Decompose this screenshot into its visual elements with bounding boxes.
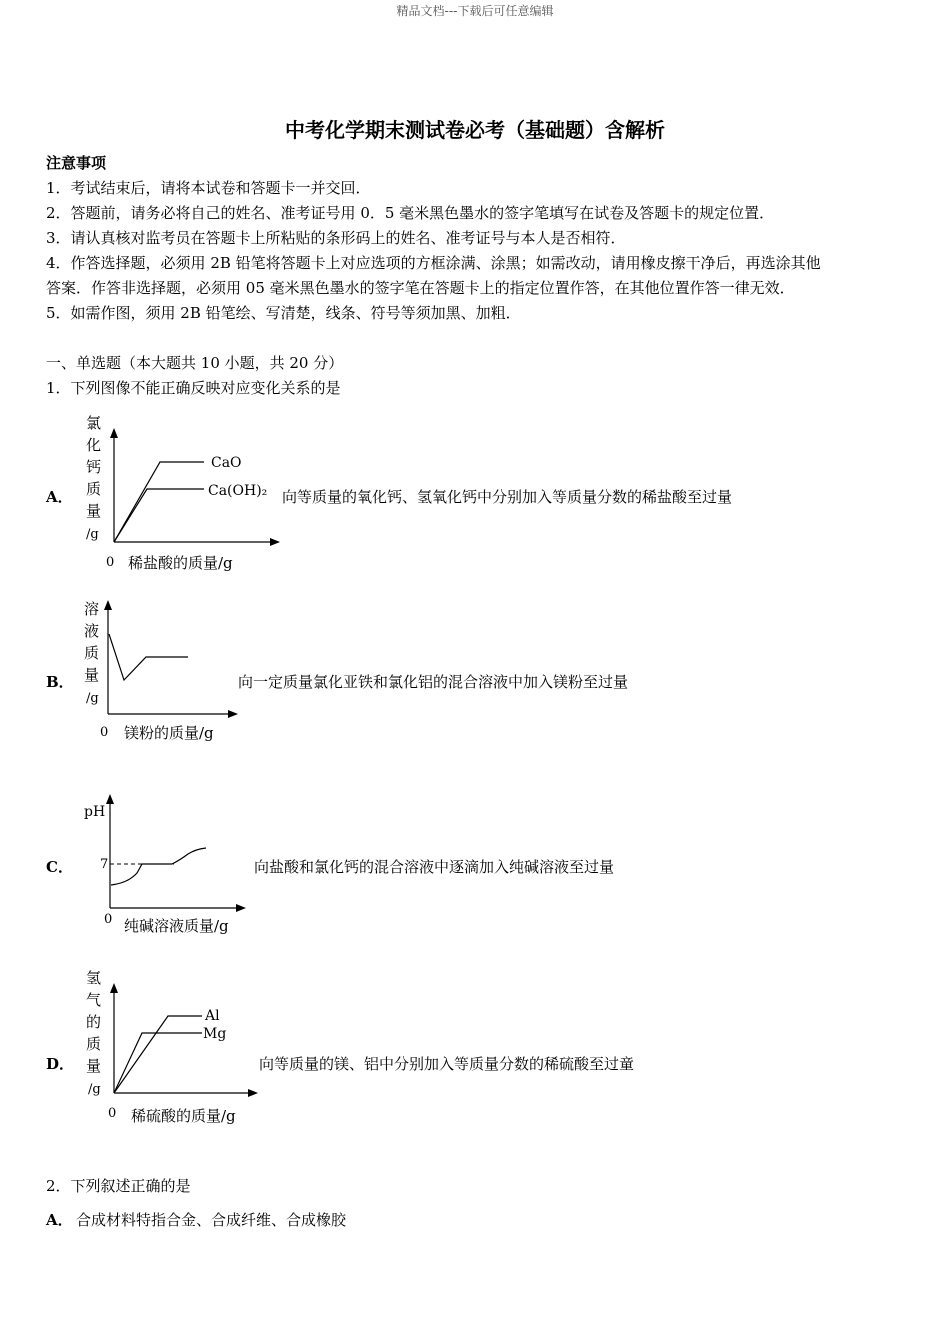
series-line-cao <box>114 462 204 542</box>
y-label-char: 质 <box>84 644 100 662</box>
option-c-text: 向盐酸和氯化钙的混合溶液中逐滴加入纯碱溶液至过量 <box>254 858 615 876</box>
series-label-mg: Mg <box>203 1026 227 1042</box>
y-label-unit: /g <box>86 691 99 706</box>
y-label-char: 溶 <box>84 600 100 618</box>
y-label-char: 氯 <box>86 414 102 432</box>
graph-b <box>80 596 240 746</box>
series-label-cao: CaO <box>211 455 242 471</box>
series-line-caoh2 <box>114 489 204 542</box>
y-axis-arrow <box>110 983 118 993</box>
option-a-text: 向等质量的氧化钙、氢氧化钙中分别加入等质量分数的稀盐酸至过量 <box>282 488 733 506</box>
y-label-ph: pH <box>84 804 106 820</box>
y-label-char: 氢 <box>86 969 102 987</box>
origin-label: 0 <box>106 555 115 570</box>
x-axis-label: 镁粉的质量/g <box>124 724 214 742</box>
x-axis-label: 稀硫酸的质量/g <box>131 1107 236 1125</box>
x-axis-arrow <box>236 904 246 912</box>
y-axis-arrow <box>106 794 114 804</box>
y-axis-arrow <box>110 428 118 438</box>
q2-option-a-letter: A． <box>46 1211 73 1229</box>
y-label-char: 量 <box>86 502 102 520</box>
y-label-char: 气 <box>86 991 102 1009</box>
note-item: 2．答题前，请务必将自己的姓名、准考证号用 0．5 毫米黑色墨水的签字笔填写在试卷及答题卡的规定位置． <box>46 204 775 222</box>
page-header: 精品文档---下载后可任意编辑 <box>396 4 554 18</box>
option-a-letter: A． <box>46 488 73 506</box>
x-axis-arrow <box>270 538 280 546</box>
question-2-stem: 2．下列叙述正确的是 <box>46 1177 191 1195</box>
question-1-stem: 1．下列图像不能正确反映对应变化关系的是 <box>46 379 341 397</box>
origin-label: 0 <box>104 912 113 927</box>
y-tick-7: 7 <box>100 857 109 872</box>
series-line-mg <box>114 1033 202 1093</box>
x-axis-arrow <box>228 710 238 718</box>
y-label-char: 质 <box>86 1035 102 1053</box>
y-label-char: 液 <box>84 622 100 640</box>
note-item: 5．如需作图，须用 2B 铅笔绘、写清楚，线条、符号等须加黑、加粗． <box>46 304 521 322</box>
y-label-char: 钙 <box>86 458 102 476</box>
q2-option-a-text: 合成材料特指合金、合成纤维、合成橡胶 <box>76 1211 347 1229</box>
series-line <box>109 634 188 680</box>
y-label-unit: /g <box>86 527 99 542</box>
y-label-char: 化 <box>86 436 102 454</box>
option-b-letter: B． <box>46 673 74 691</box>
graph-d <box>80 965 260 1135</box>
y-label-char: 质 <box>86 480 102 498</box>
x-axis-label: 纯碱溶液质量/g <box>124 917 229 935</box>
notes-heading: 注意事项 <box>46 154 107 172</box>
x-axis-label: 稀盐酸的质量/g <box>128 554 233 572</box>
note-item: 答案．作答非选择题，必须用 05 毫米黑色墨水的签字笔在答题卡上的指定位置作答，在其他位置作答一律无效． <box>46 279 795 297</box>
y-label-char: 的 <box>86 1013 102 1031</box>
x-axis-arrow <box>248 1089 258 1097</box>
option-d-text: 向等质量的镁、铝中分别加入等质量分数的稀硫酸至过童 <box>259 1055 635 1073</box>
y-label-char: 量 <box>84 666 100 684</box>
note-item: 4．作答选择题，必须用 2B 铅笔将答题卡上对应选项的方框涂满、涂黑；如需改动，请用橡皮擦干净后，再选涂其他 <box>46 254 821 272</box>
series-line <box>111 848 206 885</box>
y-label-unit: /g <box>88 1082 101 1097</box>
series-line-al <box>114 1016 202 1093</box>
series-label-al: Al <box>205 1008 220 1024</box>
graph-a <box>80 410 280 580</box>
origin-label: 0 <box>100 725 109 740</box>
option-c-letter: C． <box>46 858 73 876</box>
option-d-letter: D． <box>46 1055 75 1073</box>
option-b-text: 向一定质量氯化亚铁和氯化铝的混合溶液中加入镁粉至过量 <box>238 673 629 691</box>
page-title: 中考化学期末测试卷必考（基础题）含解析 <box>285 118 665 142</box>
series-label-caoh2: Ca(OH)₂ <box>208 483 268 499</box>
note-item: 1．考试结束后，请将本试卷和答题卡一并交回． <box>46 179 371 197</box>
section-heading: 一、单选题（本大题共 10 小题，共 20 分） <box>46 354 344 372</box>
note-item: 3．请认真核对监考员在答题卡上所粘贴的条形码上的姓名、准考证号与本人是否相符． <box>46 229 626 247</box>
origin-label: 0 <box>108 1106 117 1121</box>
y-axis-arrow <box>104 600 112 610</box>
y-label-char: 量 <box>86 1057 102 1075</box>
graph-c <box>80 790 250 940</box>
